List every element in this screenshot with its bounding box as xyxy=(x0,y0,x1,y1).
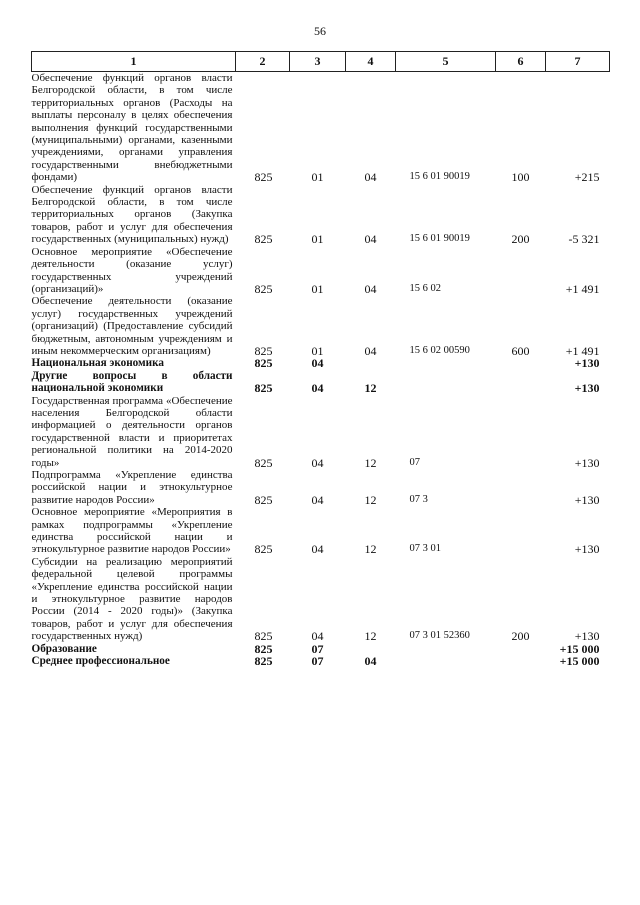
row-target-article xyxy=(396,357,496,369)
row-amount: +130 xyxy=(574,542,600,557)
row-subsection-code: 12 xyxy=(364,542,377,557)
row-name: Государственная программа «Обеспечение населения Белгородской области информацией о деятельности органов государственной власти и приоритетах региональной политики на 2014-2020 годы» xyxy=(31,394,233,469)
table-row xyxy=(32,72,610,184)
row-ved-code: 825 xyxy=(254,654,273,669)
table-row xyxy=(32,357,610,369)
row-amount: -5 321 xyxy=(568,232,600,247)
row-section-code: 04 xyxy=(311,492,324,507)
table-row xyxy=(32,295,610,357)
row-name: Национальная экономика xyxy=(31,357,164,370)
row-section-code: 04 xyxy=(311,356,324,371)
table-row xyxy=(32,556,610,643)
row-subsection-code: 04 xyxy=(364,654,377,669)
row-section-code: 04 xyxy=(311,629,324,644)
row-section-code: 07 xyxy=(311,641,324,656)
table-row xyxy=(32,395,610,469)
row-target-article: 15 6 02 xyxy=(409,282,441,294)
row-amount: +130 xyxy=(574,492,600,507)
header-col-5: 5 xyxy=(396,52,496,72)
header-col-2: 2 xyxy=(236,52,290,72)
row-expense-type xyxy=(496,643,546,655)
row-target-article xyxy=(396,655,496,667)
row-section-code: 01 xyxy=(311,343,324,358)
table-row xyxy=(32,655,610,667)
header-col-4: 4 xyxy=(346,52,396,72)
header-col-7: 7 xyxy=(546,52,610,72)
row-ved-code: 825 xyxy=(254,641,273,656)
row-target-article xyxy=(396,370,496,395)
row-expense-type xyxy=(496,246,546,296)
row-ved-code: 825 xyxy=(254,232,273,247)
row-expense-type: 100 xyxy=(511,170,530,185)
header-col-1: 1 xyxy=(32,52,236,72)
row-amount: +130 xyxy=(574,455,600,470)
table-body xyxy=(32,72,610,668)
row-ved-code: 825 xyxy=(254,170,273,185)
row-section-code: 01 xyxy=(311,281,324,296)
row-ved-code: 825 xyxy=(254,542,273,557)
row-section-code: 07 xyxy=(311,654,324,669)
table-row xyxy=(32,246,610,296)
row-section-code: 04 xyxy=(311,542,324,557)
row-target-article: 07 xyxy=(409,456,420,468)
row-name: Субсидии на реализацию мероприятий федеральной целевой программы «Укрепление единства российской нации и этнокультурное развитие народов России (2014 - 2020 годы)» (Закупка товаров, работ и услуг для обеспечения государственных нужд) xyxy=(31,555,233,643)
header-col-6: 6 xyxy=(496,52,546,72)
page-number: 56 xyxy=(314,24,326,38)
row-expense-type xyxy=(496,469,546,506)
row-section-code: 04 xyxy=(311,455,324,470)
row-section-code: 01 xyxy=(311,232,324,247)
row-expense-type xyxy=(496,370,546,395)
row-subsection-code: 04 xyxy=(364,281,377,296)
row-name: Основное мероприятие «Обеспечение деятельности (оказание услуг) государственных учреждений (организаций)» xyxy=(31,245,233,295)
row-target-article: 15 6 01 90019 xyxy=(409,171,470,183)
row-expense-type xyxy=(496,506,546,556)
row-name: Обеспечение деятельности (оказание услуг) государственных учреждений (организаций) (Предоставление субсидий бюджетным, автономным учреждениям и иным некоммерческим организациям) xyxy=(31,295,233,357)
row-subsection-code: 04 xyxy=(364,232,377,247)
row-subsection-code: 12 xyxy=(364,629,377,644)
row-target-article xyxy=(396,643,496,655)
table-row xyxy=(32,184,610,246)
row-subsection-code: 04 xyxy=(364,343,377,358)
header-row xyxy=(32,52,610,72)
row-target-article: 07 3 01 52360 xyxy=(409,630,470,642)
row-expense-type: 200 xyxy=(511,232,530,247)
row-name: Среднее профессиональное xyxy=(31,655,170,668)
budget-table xyxy=(31,51,610,668)
row-amount: +1 491 xyxy=(565,281,600,296)
row-amount: +215 xyxy=(574,170,600,185)
row-amount: +1 491 xyxy=(565,343,600,358)
row-subsection-code: 04 xyxy=(364,170,377,185)
row-name: Основное мероприятие «Мероприятия в рамках подпрограммы «Укрепление единства российской нации и этнокультурное развитие народов России» xyxy=(31,506,233,556)
row-amount: +15 000 xyxy=(559,654,600,669)
row-amount: +130 xyxy=(574,629,600,644)
row-name: Образование xyxy=(31,642,97,655)
header-col-3: 3 xyxy=(290,52,346,72)
row-name: Другие вопросы в области национальной экономики xyxy=(31,369,233,395)
row-ved-code: 825 xyxy=(254,455,273,470)
budget-table-container xyxy=(31,51,610,668)
table-row xyxy=(32,469,610,506)
row-expense-type xyxy=(496,655,546,667)
row-ved-code: 825 xyxy=(254,343,273,358)
row-amount: +130 xyxy=(574,356,600,371)
row-amount: +130 xyxy=(574,381,600,396)
row-ved-code: 825 xyxy=(254,281,273,296)
row-ved-code: 825 xyxy=(254,492,273,507)
row-ved-code: 825 xyxy=(254,381,273,396)
row-ved-code: 825 xyxy=(254,629,273,644)
row-target-article: 07 3 xyxy=(409,493,428,505)
row-section-code: 04 xyxy=(311,381,324,396)
row-subsection-code: 12 xyxy=(364,455,377,470)
table-row xyxy=(32,506,610,556)
row-expense-type xyxy=(496,395,546,469)
row-target-article: 15 6 01 90019 xyxy=(409,233,470,245)
table-row xyxy=(32,370,610,395)
row-expense-type xyxy=(496,357,546,369)
row-expense-type: 600 xyxy=(511,343,530,358)
row-amount: +15 000 xyxy=(559,641,600,656)
table-header xyxy=(32,52,610,72)
row-target-article: 15 6 02 00590 xyxy=(409,344,470,356)
row-name: Подпрограмма «Укрепление единства российской нации и этнокультурное развитие народов России» xyxy=(31,469,233,506)
row-ved-code: 825 xyxy=(254,356,273,371)
row-name: Обеспечение функций органов власти Белгородской области, в том числе территориальных органов (Расходы на выплаты персоналу в целях обеспечения выполнения функций государственными (муниципальными) органами, казенными учреждениями, органами управления государственными внебюджетными фондами) xyxy=(31,72,233,184)
row-target-article: 07 3 01 xyxy=(409,543,441,555)
row-subsection-code xyxy=(346,357,396,369)
row-name: Обеспечение функций органов власти Белгородской области, в том числе территориальных органов (Закупка товаров, работ и услуг для обеспечения государственных (муниципальных) нужд) xyxy=(31,183,233,246)
row-subsection-code: 12 xyxy=(364,492,377,507)
row-subsection-code: 12 xyxy=(364,381,377,396)
row-expense-type: 200 xyxy=(511,629,530,644)
row-section-code: 01 xyxy=(311,170,324,185)
